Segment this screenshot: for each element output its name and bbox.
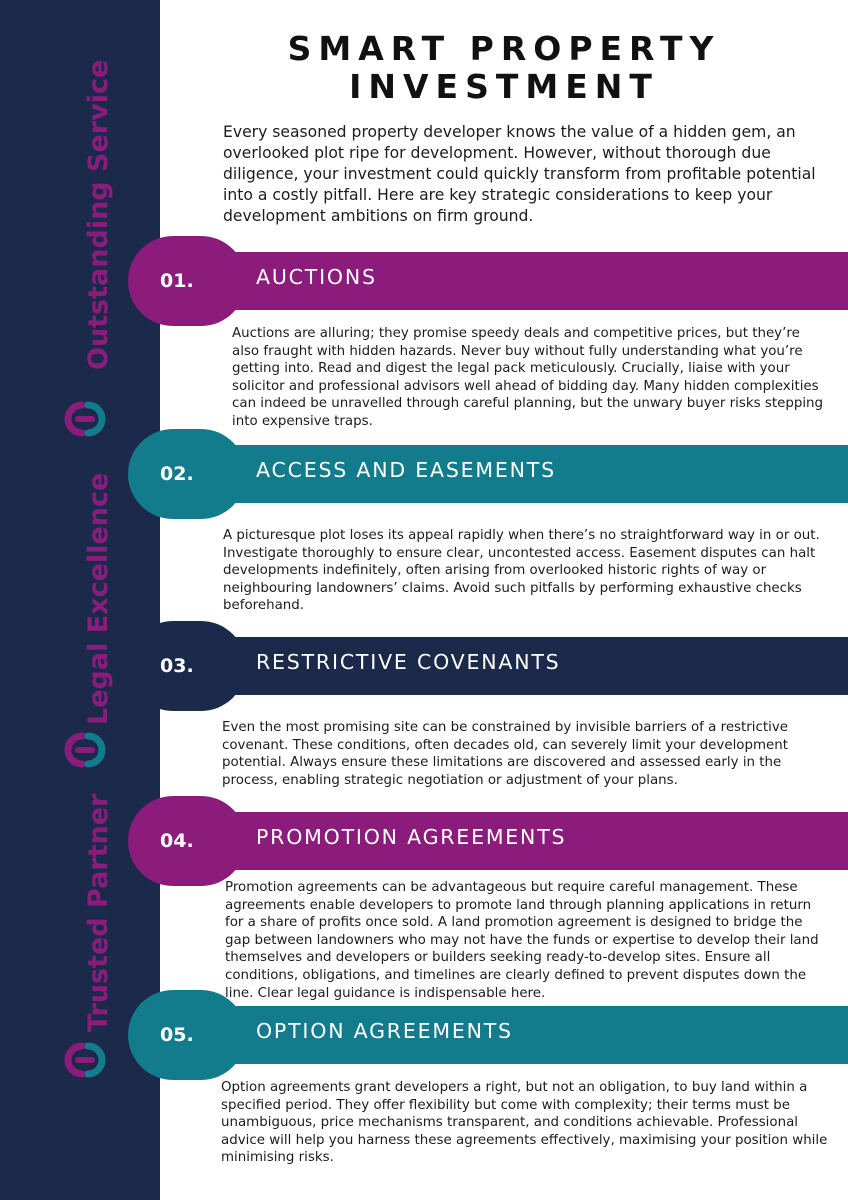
section-title: AUCTIONS: [256, 265, 377, 289]
section-number: 02.: [160, 463, 194, 485]
interlocking-links-logo-icon: [60, 1036, 110, 1084]
page-title: [160, 30, 848, 106]
section-title: OPTION AGREEMENTS: [256, 1019, 513, 1043]
page-title-line-1: SMART PROPERTY: [287, 29, 721, 68]
section-header-access-and-easements: [128, 429, 848, 519]
interlocking-links-logo-icon: [60, 395, 110, 443]
section-title: PROMOTION AGREEMENTS: [256, 825, 567, 849]
tagline-legal-excellence: Legal Excellence: [83, 472, 114, 725]
tagline-outstanding-service: Outstanding Service: [83, 59, 114, 370]
section-header-option-agreements: [128, 990, 848, 1080]
section-body-auctions: Auctions are alluring; they promise speedy deals and competitive prices, but they’re also fraught with hidden hazards. Never buy without fully understanding what you’re getting into. Read and digest the legal pack meticulously. Crucially, liaise with your solicitor and professional advisors well ahead of bidding day. Many hidden complexities can indeed be unravelled through careful planning, but the unwary buyer risks stepping into expensive traps.: [232, 326, 824, 429]
section-body-promotion-agreements: Promotion agreements can be advantageous but require careful management. These agreements enable developers to promote land through planning applications in return for a share of profits once sold. A land promotion agreement is designed to bridge the gap between landowners who may not have the funds or expertise to develop their land themselves and developers or builders seeking ready-to-develop sites. Ensure all conditions, obligations, and timelines are clearly defined to prevent disputes down the line. Clear legal guidance is indispensable here.: [225, 880, 819, 1001]
section-header-promotion-agreements: [128, 796, 848, 886]
section-title: ACCESS AND EASEMENTS: [256, 458, 556, 482]
section-number: 03.: [160, 655, 194, 677]
section-header-auctions: [128, 236, 848, 326]
section-body-restrictive-covenants: Even the most promising site can be constrained by invisible barriers of a restrictive covenant. These conditions, often decades old, can severely limit your development potential. Always ensure these limitations are discovered and assessed early in the process, enabling strategic negotiation or adjustment of your plans.: [222, 720, 789, 788]
intro-paragraph: Every seasoned property developer knows the value of a hidden gem, an overlooked plot ripe for development. However, without thorough due diligence, your investment could quickly transform from profitable potential into a costly pitfall. Here are key strategic considerations to keep your development ambitions on firm ground.: [223, 123, 816, 225]
section-header-restrictive-covenants: [128, 621, 848, 711]
interlocking-links-logo-icon: [60, 726, 110, 774]
section-number: 05.: [160, 1024, 194, 1046]
section-body-access-and-easements: A picturesque plot loses its appeal rapidly when there’s no straightforward way in or out. Investigate thoroughly to ensure clear, uncontested access. Easement disputes can halt developments indefinitely, often arising from overlooked historic rights of way or neighbouring landowners’ claims. Avoid such pitfalls by performing exhaustive checks beforehand.: [223, 528, 820, 614]
section-title: RESTRICTIVE COVENANTS: [256, 650, 561, 674]
section-number: 04.: [160, 830, 194, 852]
section-number: 01.: [160, 270, 194, 292]
section-body-option-agreements: Option agreements grant developers a right, but not an obligation, to buy land within a specified period. They offer flexibility but come with complexity; their terms must be unambiguous, price mechanisms transparent, and conditions achievable. Professional advice will help you harness these agreements effectively, maximising your position while minimising risks.: [221, 1080, 828, 1166]
tagline-trusted-partner: Trusted Partner: [83, 793, 114, 1032]
page-title-line-2: INVESTMENT: [349, 67, 659, 106]
